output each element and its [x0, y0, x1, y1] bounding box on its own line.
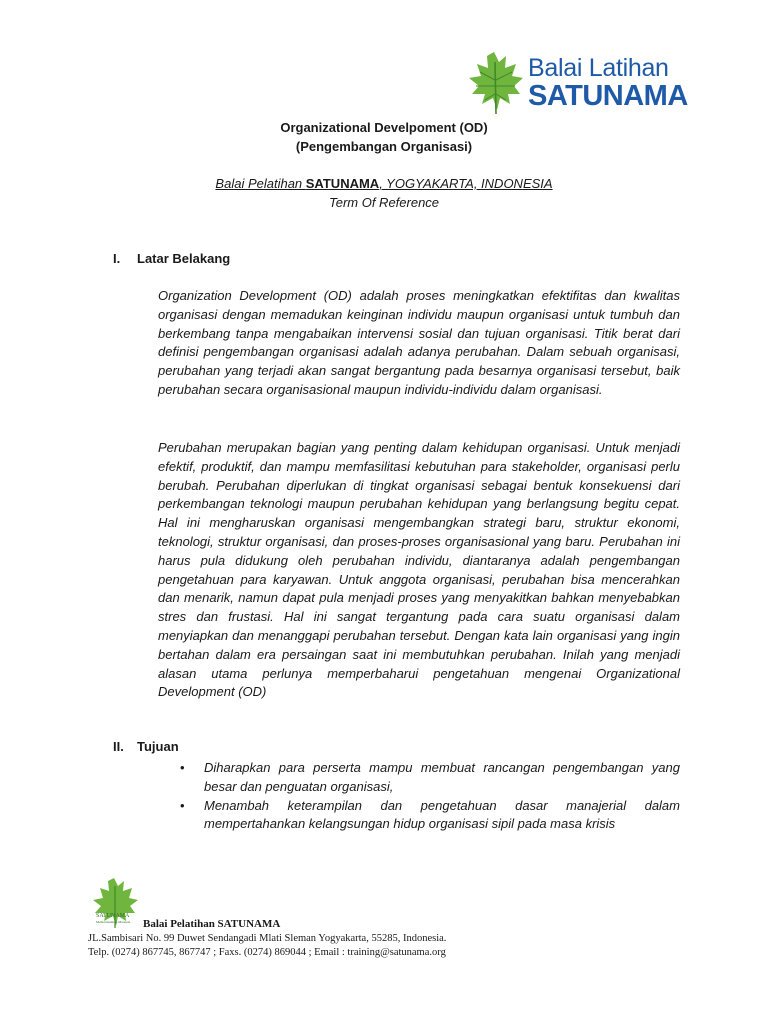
document-subtitle-title: (Pengembangan Organisasi) [295, 139, 473, 154]
bullet-icon: • [180, 760, 185, 775]
footer-logo-name: SATUNAMA [96, 913, 130, 919]
goal-text: Menambah keterampilan dan pengetahuan dasar manajerial dalam mempertahankan kelangsungan hidup organisasi sipil pada masa krisis [204, 797, 680, 832]
document-type: Term Of Reference [328, 195, 440, 210]
goal-text: Diharapkan para perserta mampu membuat rancangan pengembangan yang besar dan penguatan organisasi, [204, 760, 680, 794]
goals-list [180, 759, 680, 834]
logo-text-line2: SATUNAMA [528, 80, 688, 112]
footer-logo-tagline: Memanusiakan Manusia [96, 920, 131, 924]
list-item [180, 759, 680, 797]
maple-leaf-icon [468, 50, 524, 116]
footer-address: JL.Sambisari No. 99 Duwet Sendangadi Mlati Sleman Yogyakarta, 55285, Indonesia. [88, 933, 447, 944]
institution-location: , YOGYAKARTA, INDONESIA [379, 176, 553, 191]
section-title: Tujuan [137, 739, 179, 754]
section-number: I. [113, 251, 121, 266]
footer-institution-name: Balai Pelatihan SATUNAMA [143, 918, 281, 930]
institution-line [0, 176, 768, 191]
header-logo [468, 50, 688, 120]
background-paragraph-2: Perubahan merupakan bagian yang penting dalam kehidupan organisasi. Untuk menjadi efektif, produktif, dan mampu memfasilitasi kebutuhan para stakeholder, organisasi perlu berubah. Perubahan diperlukan di tingkat organisasi sebagai bentuk konsekuensi dari perkembangan teknologi maupun perubahan kehidupan yang berlangsung begitu cepat. Hal ini mengharuskan organisasi mengembangkan strategi baru, struktur ekonomi, teknologi, struktur organisasi, dan proses-proses organisasional yang baru. Perubahan ini harus pula didukung oleh perubahan individu, diantaranya adalah pengembangan pengetahuan para karyawan. Untuk anggota organisasi, perubahan bisa mencerahkan dan menarik, namun dapat pula menjadi proses yang menyakitkan bahkan menyebabkan stres dan frustasi. Hal ini sangat tergantung pada cara suatu organisasi dalam menyiapkan dan menanggapi perubahan tersebut. Dengan kata lain organisasi yang ingin bertahan dalam era persaingan saat ini membutuhkan perubahan. Inilah yang menjadi alasan utama perlunya memperbaharui pengetahuan mengenai Organizational Development (OD) [158, 440, 680, 700]
document-title: Organizational Develpoment (OD) [280, 120, 488, 135]
section-number: II. [113, 739, 124, 754]
logo-text-line1: Balai Latihan [528, 54, 669, 82]
section-heading-tujuan [113, 739, 179, 754]
footer-contact: Telp. (0274) 867745, 867747 ; Faxs. (0274) 869044 ; Email : training@satunama.org [88, 947, 446, 958]
institution-prefix: Balai Pelatihan [215, 176, 306, 191]
section-heading-latar-belakang [113, 251, 230, 266]
background-paragraph-1: Organization Development (OD) adalah proses meningkatkan efektifitas dan kwalitas organisasi dengan memadukan keinginan individu maupun organisasi untuk tumbuh dan berkembang tanpa mengabaikan intervensi sosial dan tujuan organisasi. Titik berat dari definisi pengembangan organisasi adalah adanya perubahan. Dalam sebuah organisasi, perubahan yang terjadi akan sangat bergantung pada besarnya organisasi tersebut, baik perubahan secara organisasional maupun individu-individu dalam organisasi. [158, 288, 680, 397]
bullet-icon: • [180, 797, 185, 813]
section-title: Latar Belakang [137, 251, 231, 266]
list-item [180, 797, 680, 835]
institution-org: SATUNAMA [305, 176, 380, 191]
